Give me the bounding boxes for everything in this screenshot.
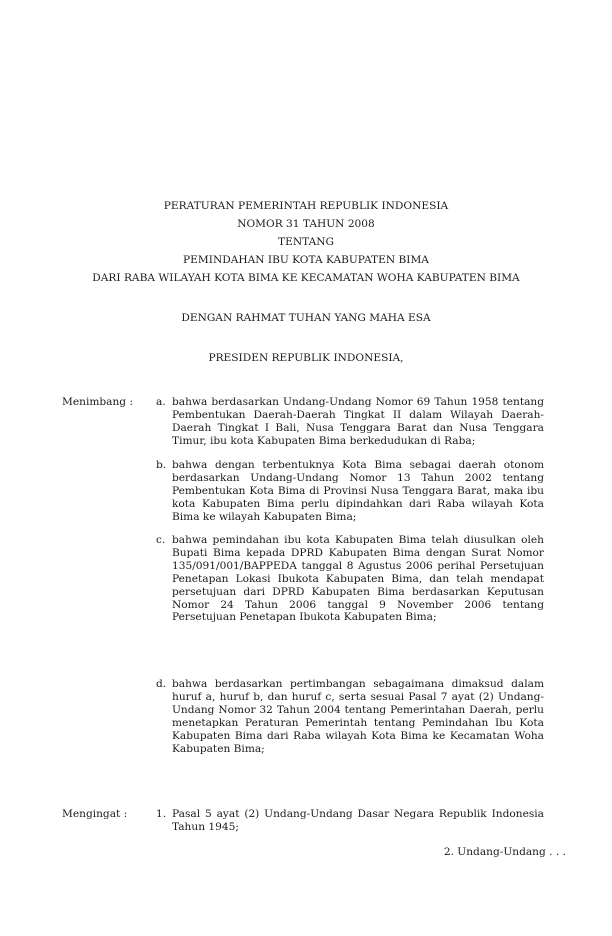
item-text: bahwa berdasarkan Undang-Undang Nomor 69 Tahun 1958 tentang Pembentukan Daerah-Daerah Tingkat II dalam Wilayah Daerah-Daerah Tingkat I Bali, Nusa Tenggara Barat dan Nusa Tenggara Timur, ibu kota Kabupaten Bima berkedudukan di Raba; [172,396,544,447]
mengingat-label: Mengingat : [62,808,128,820]
page-continuation: 2. Undang-Undang . . . [443,846,566,858]
document-title [0,197,612,287]
mengingat-item [156,808,544,834]
title-line: NOMOR 31 TAHUN 2008 [237,218,375,230]
item-text: bahwa berdasarkan pertimbangan sebagaimana dimaksud dalam huruf a, huruf b, dan huruf c, serta sesuai Pasal 7 ayat (2) Undang-Undang Nomor 32 Tahun 2004 tentang Pemerintahan Daerah, perlu menetapkan Peraturan Pemerintah tentang Pemindahan Ibu Kota Kabupaten Bima dari Raba wilayah Kota Bima ke Kecamatan Woha Kabupaten Bima; [172,678,544,755]
menimbang-item [156,534,544,624]
menimbang-label: Menimbang : [62,396,134,408]
title-line: PEMINDAHAN IBU KOTA KABUPATEN BIMA [183,254,429,266]
item-text: bahwa dengan terbentuknya Kota Bima sebagai daerah otonom berdasarkan Undang-Undang Nomor 13 Tahun 2002 tentang Pembentukan Kota Bima di Provinsi Nusa Tenggara Barat, maka ibu kota Kabupaten Bima perlu dipindahkan dari Raba wilayah Kota Bima ke wilayah Kabupaten Bima; [172,459,544,523]
menimbang-item [156,678,544,755]
president-heading: PRESIDEN REPUBLIK INDONESIA, [208,352,404,364]
item-marker: 1. [156,808,167,820]
menimbang-item [156,459,544,524]
item-text: bahwa pemindahan ibu kota Kabupaten Bima telah diusulkan oleh Bupati Bima kepada DPRD Kabupaten Bima dengan Surat Nomor 135/091/001/BAPPEDA tanggal 8 Agustus 2006 perihal Persetujuan Penetapan Lokasi Ibukota Kabupaten Bima, dan telah mendapat persetujuan dari DPRD Kabupaten Bima berdasarkan Keputusan Nomor 24 Tahun 2006 tanggal 9 November 2006 tentang Persetujuan Penetapan Ibukota Kabupaten Bima; [172,534,544,624]
title-line: TENTANG [278,236,334,248]
title-line: PERATURAN PEMERINTAH REPUBLIK INDONESIA [163,200,449,212]
menimbang-item [156,396,544,448]
title-line: DARI RABA WILAYAH KOTA BIMA KE KECAMATAN WOHA KABUPATEN BIMA [92,272,520,284]
invocation: DENGAN RAHMAT TUHAN YANG MAHA ESA [181,312,431,324]
item-marker: d. [156,678,167,690]
item-marker: c. [156,534,166,546]
item-marker: b. [156,459,167,471]
item-marker: a. [156,396,166,408]
item-text: Pasal 5 ayat (2) Undang-Undang Dasar Negara Republik Indonesia Tahun 1945; [172,808,544,833]
